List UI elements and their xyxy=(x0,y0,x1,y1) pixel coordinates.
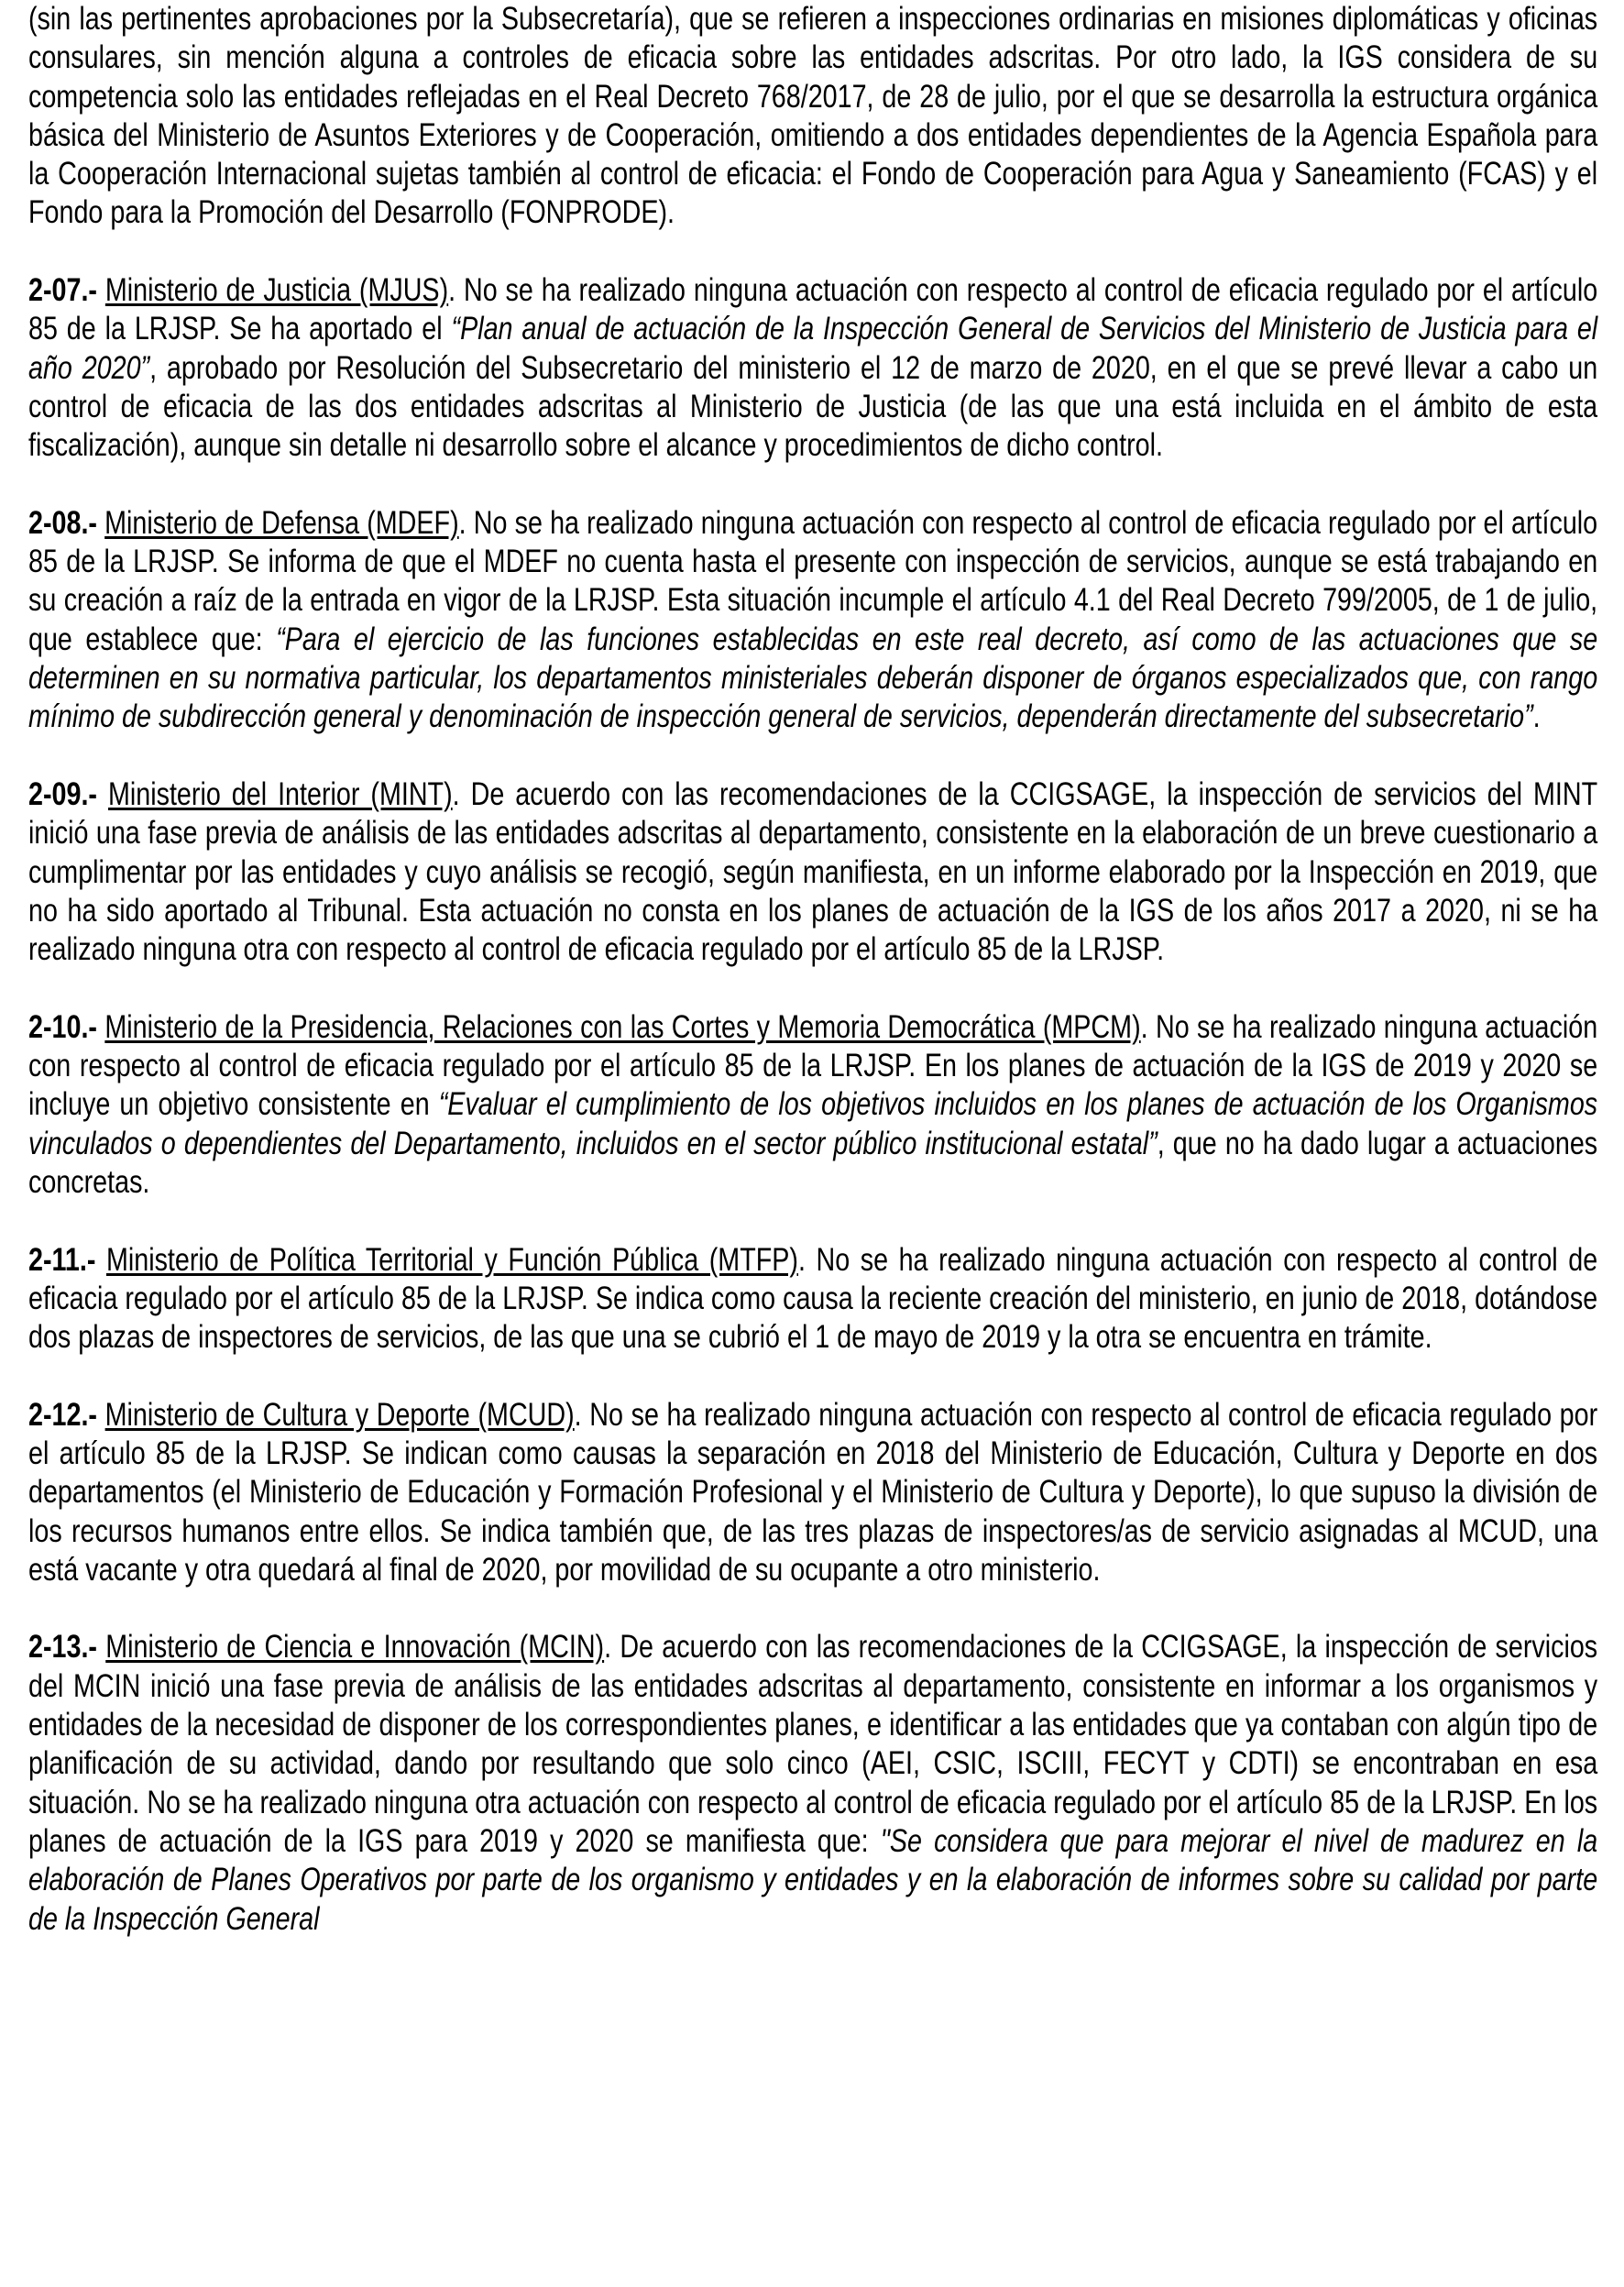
body-text xyxy=(95,1242,106,1278)
section-paragraph xyxy=(28,1628,1597,1938)
quoted-text: “Para el ejercicio de las funciones establecidas en este real decreto, así como de las actuaciones que se determinen en su normativa particular, los departamentos ministeriales deberán disponer de órganos especializados que, con rango mínimo de subdirección general y denominación de inspección general de servicios, dependerán directamente del subsecretario” xyxy=(28,621,1598,735)
section-title: Ministerio de Ciencia e Innovación (MCIN) xyxy=(105,1629,605,1666)
body-text: . De acuerdo con las recomendaciones de la CCIGSAGE, la inspección de servicios del MCIN inició una fase previa de análisis de las entidades adscritas al departamento, consistente en informar a los organismos y entidades de la necesidad de disponer de los correspondientes planes, e identificar a las entidades que ya contaban con algún tipo de planificación de su actividad, dando por resultando que solo cinco (AEI, CSIC, ISCIII, FECYT y CDTI) se encontraban en esa situación. No se ha realizado ninguna otra actuación con respecto al control de eficacia regulado por el artículo 85 de la LRJSP. En los planes de actuación de la IGS para 2019 y 2020 se manifiesta que: xyxy=(28,1629,1598,1859)
section-title: Ministerio de Cultura y Deporte (MCUD) xyxy=(104,1396,575,1433)
quoted-text: "Se considera que para mejorar el nivel de madurez en la elaboración de Planes Operativos por parte de los organismo y entidades y en la elaboración de informes sobre su calidad por parte de la Inspección General xyxy=(28,1822,1598,1937)
section-number: 2-08.- xyxy=(28,504,97,541)
body-text: . De acuerdo con las recomendaciones de la CCIGSAGE, la inspección de servicios del MINT inició una fase previa de análisis de las entidades adscritas al departamento, consistente en la elaboración de un breve cuestionario a cumplimentar por las entidades y cuyo análisis se recogió, según manifiesta, en un informe elaborado por la Inspección en 2019, que no ha sido aportado al Tribunal. Esta actuación no consta en los planes de actuación de la IGS de los años 2017 a 2020, ni se ha realizado ninguna otra con respecto al control de eficacia regulado por el artículo 85 de la LRJSP. xyxy=(28,775,1598,968)
section-number: 2-10.- xyxy=(28,1008,97,1045)
body-text: (sin las pertinentes aprobaciones por la Subsecretaría), que se refieren a inspecciones ordinarias en misiones diplomáticas y oficinas consulares, sin mención alguna a controles de eficacia sobre las entidades adscritas. Por otro lado, la IGS considera de su competencia solo las entidades reflejadas en el Real Decreto 768/2017, de 28 de julio, por el que se desarrolla la estructura orgánica básica del Ministerio de Asuntos Exteriores y de Cooperación, omitiendo a dos entidades dependientes de la Agencia Española para la Cooperación Internacional sujetas también al control de eficacia: el Fondo de Cooperación para Agua y Saneamiento (FCAS) y el Fondo para la Promoción del Desarrollo (FONPRODE). xyxy=(28,1,1598,231)
section-paragraph xyxy=(28,504,1597,737)
section-title: Ministerio de la Presidencia, Relaciones con las Cortes y Memoria Democrática (MPCM) xyxy=(104,1008,1141,1045)
section-title: Ministerio del Interior (MINT) xyxy=(107,775,453,812)
section-paragraph xyxy=(28,1008,1597,1202)
section-paragraph xyxy=(28,775,1597,969)
body-text: . No se ha realizado ninguna actuación con respecto al control de eficacia regulado por el artículo 85 de la LRJSP. En los planes de actuación de la IGS de 2019 y 2020 se incluye un objetivo consistente en xyxy=(28,1008,1598,1123)
body-text xyxy=(97,1397,105,1433)
quoted-text: “Plan anual de actuación de la Inspección General de Servicios del Ministerio de Justicia para el año 2020” xyxy=(28,311,1598,386)
section-title: Ministerio de Justicia (MJUS) xyxy=(104,272,449,309)
document-body xyxy=(28,0,1597,1977)
section-number: 2-11.- xyxy=(28,1241,96,1278)
section-number: 2-07.- xyxy=(28,272,97,309)
body-text: . No se ha realizado ninguna actuación con respecto al control de eficacia regulado por el artículo 85 de la LRJSP. Se indican como causas la separación en 2018 del Ministerio de Educación, Cultura y Deporte en dos departamentos (el Ministerio de Educación y Formación Profesional y el Ministerio de Cultura y Deporte), lo que supuso la división de los recursos humanos entre ellos. Se indica también que, de las tres plazas de inspectores/as de servicio asignadas al MCUD, una está vacante y otra quedará al final de 2020, por movilidad de su ocupante a otro ministerio. xyxy=(28,1396,1598,1588)
section-paragraph xyxy=(28,271,1597,465)
body-text: , que no ha dado lugar a actuaciones concretas. xyxy=(28,1125,1598,1200)
body-text: , aprobado por Resolución del Subsecretario del ministerio el 12 de marzo de 2020, en el que se prevé llevar a cabo un control de eficacia de las dos entidades adscritas al Ministerio de Justicia (de las que una está incluida en el ámbito de esta fiscalización), aunque sin detalle ni desarrollo sobre el alcance y procedimientos de dicho control. xyxy=(28,349,1598,464)
section-number: 2-12.- xyxy=(28,1396,97,1433)
section-title: Ministerio de Política Territorial y Función Pública (MTFP) xyxy=(105,1241,798,1278)
body-text: . No se ha realizado ninguna actuación con respecto al control de eficacia regulado por el artículo 85 de la LRJSP. Se ha aportado el xyxy=(28,272,1598,347)
body-text: . No se ha realizado ninguna actuación con respecto al control de eficacia regulado por el artículo 85 de la LRJSP. Se informa de que el MDEF no cuenta hasta el presente con inspección de servicios, aunque se está trabajando en su creación a raíz de la entrada en vigor de la LRJSP. Esta situación incumple el artículo 4.1 del Real Decreto 799/2005, de 1 de julio, que establece que: xyxy=(28,504,1598,657)
quoted-text: “Evaluar el cumplimiento de los objetivos incluidos en los planes de actuación de los Organismos vinculados o dependientes del Departamento, incluidos en el sector público institucional estatal” xyxy=(28,1086,1598,1161)
section-paragraph xyxy=(28,1396,1597,1589)
body-text xyxy=(97,1009,104,1045)
section-title: Ministerio de Defensa (MDEF) xyxy=(104,504,459,541)
body-text: . xyxy=(1532,698,1541,735)
body-text xyxy=(97,776,108,812)
body-text: . No se ha realizado ninguna actuación con respecto al control de eficacia regulado por el artículo 85 de la LRJSP. Se indica como causa la reciente creación del ministerio, en junio de 2018, dotándose dos plazas de inspectores de servicios, de las que una se cubrió el 1 de mayo de 2019 y la otra se encuentra en trámite. xyxy=(28,1241,1598,1356)
paragraph-continuation xyxy=(28,0,1597,233)
body-text xyxy=(97,1629,105,1665)
section-number: 2-13.- xyxy=(28,1629,97,1666)
section-paragraph xyxy=(28,1241,1597,1358)
section-number: 2-09.- xyxy=(28,775,97,812)
body-text xyxy=(97,272,105,308)
